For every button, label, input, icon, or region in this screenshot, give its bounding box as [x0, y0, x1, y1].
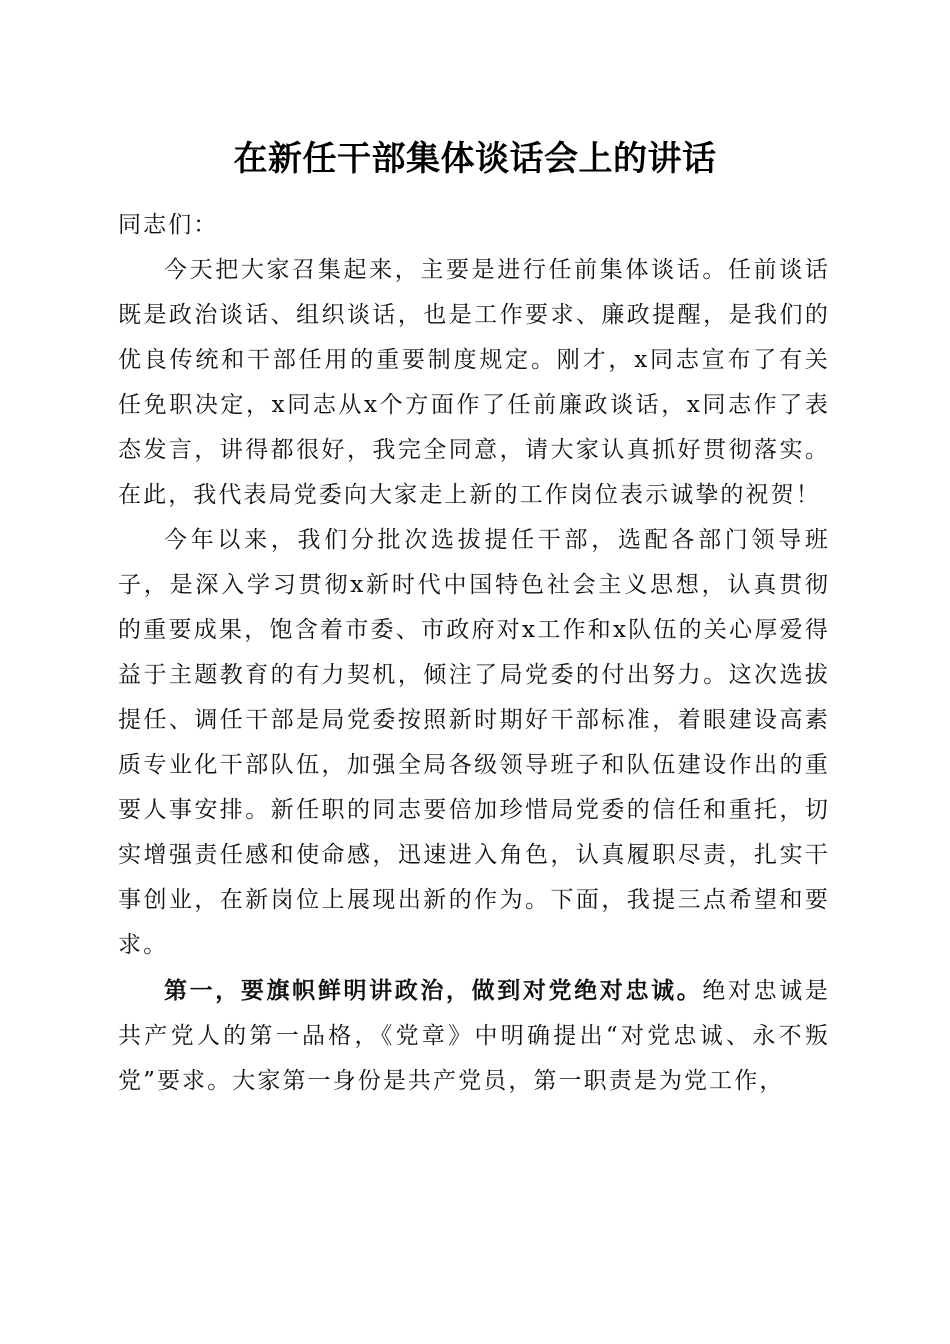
document-title: 在新任干部集体谈话会上的讲话 — [233, 139, 717, 179]
paragraph-point-one — [118, 968, 830, 1104]
paragraph-background — [118, 518, 830, 968]
salutation: 同志们： — [118, 212, 219, 238]
paragraph-opening — [118, 248, 830, 518]
paragraph-lead-heading: 第一，要旗帜鲜明讲政治，做到对党绝对忠诚。 — [164, 977, 703, 1004]
paragraph-text: 今天把大家召集起来，主要是进行任前集体谈话。任前谈话既是政治谈话、组织谈话，也是工作要求、廉政提醒，是我们的优良传统和干部任用的重要制度规定。刚才，x同志宣布了有关任免职决定，x同志从x个方面作了任前廉政谈话，x同志作了表态发言，讲得都很好，我完全同意，请大家认真抓好贯彻落实。在此，我代表局党委向大家走上新的工作岗位表示诚挚的祝贺！ — [118, 257, 830, 508]
document-body — [118, 203, 830, 1104]
paragraph-text: 绝对忠诚是共产党人的第一品格，《党章》中明确提出“对党忠诚、永不叛党”要求。大家第一身份是共产党员，第一职责是为党工作， — [118, 978, 831, 1094]
paragraph-text: 今年以来，我们分批次选拔提任干部，选配各部门领导班子，是深入学习贯彻x新时代中国特色社会主义思想，认真贯彻的重要成果，饱含着市委、市政府对x工作和x队伍的关心厚爱得益于主题教育的有力契机，倾注了局党委的付出努力。这次选拔提任、调任干部是局党委按照新时期好干部标准，着眼建设高素质专业化干部队伍，加强全局各级领导班子和队伍建设作出的重要人事安排。新任职的同志要倍加珍惜局党委的信任和重托，切实增强责任感和使命感，迅速进入角色，认真履职尽责，扎实干事创业，在新岗位上展现出新的作为。下面，我提三点希望和要求。 — [118, 527, 830, 958]
